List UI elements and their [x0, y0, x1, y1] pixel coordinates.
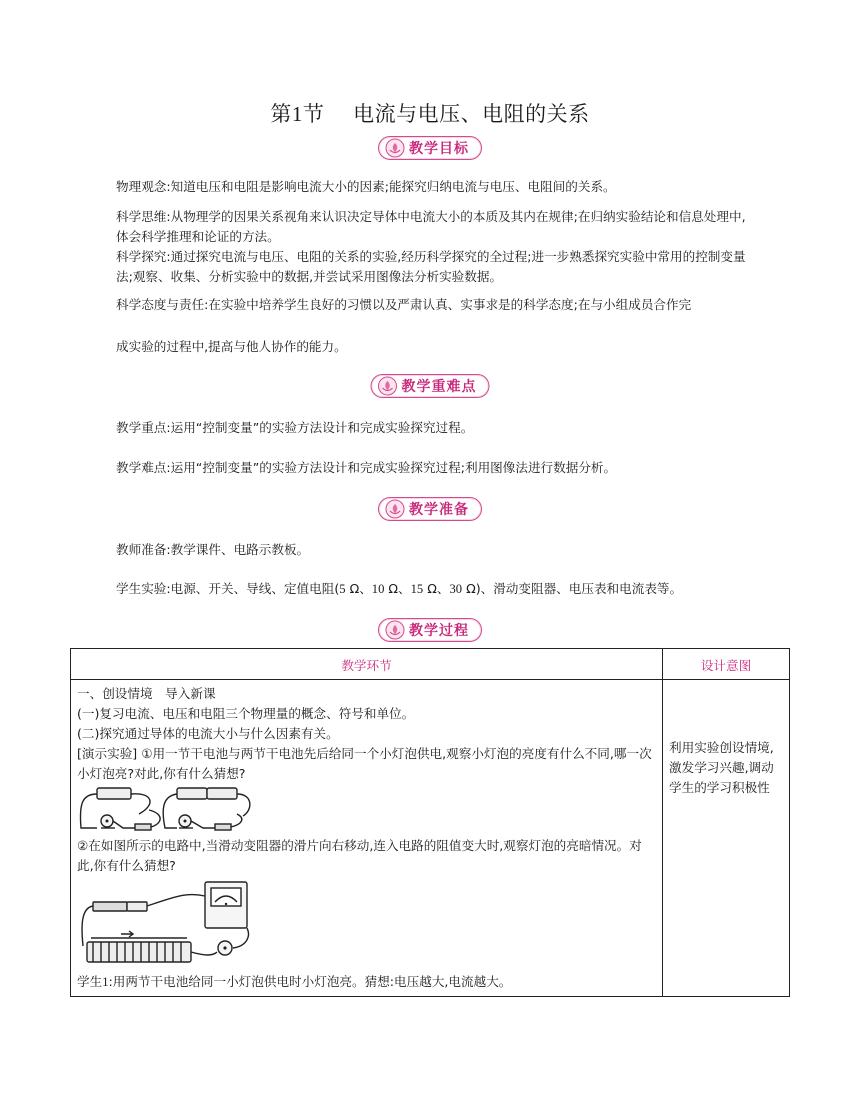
section-badge-objectives — [378, 136, 482, 160]
objective-attitude-line1: 科学态度与责任:在实验中培养学生良好的习惯以及严肃认真、实事求是的科学态度;在与小组成员合作完 — [116, 297, 692, 312]
process-table — [70, 648, 790, 997]
objective-thinking: 科学思维:从物理学的因果关系视角来认识决定导体中电流大小的本质及其内在规律;在归纳实验结论和信息处理中,体会科学推理和论证的方法。 — [116, 209, 746, 244]
section-badge-process — [378, 618, 482, 642]
battery-bulb-circuits-diagram — [77, 784, 317, 834]
page-title: 第1节 电流与电压、电阻的关系 — [270, 102, 590, 126]
step-review: (一)复习电流、电压和电阻三个物理量的概念、符号和单位。 — [77, 706, 415, 721]
table-header-row — [71, 649, 790, 680]
lotus-icon — [385, 138, 405, 158]
section-badge-preparation — [378, 497, 482, 521]
key-focus: 教学重点:运用“控制变量”的实验方法设计和完成实验探究过程。 — [116, 420, 474, 435]
header-design-intent: 设计意图 — [663, 649, 790, 680]
lotus-icon — [378, 376, 398, 396]
rheostat-meter-circuit-diagram — [77, 876, 277, 972]
design-intent-text: 利用实验创设情境,激发学习兴趣,调动学生的学习积极性 — [669, 740, 774, 795]
badge-label: 教学准备 — [409, 502, 469, 518]
lotus-icon — [385, 620, 405, 640]
demo-experiment-2: ②在如图所示的电路中,当滑动变阻器的滑片向右移动,连入电路的阻值变大时,观察灯泡的亮暗情况。对此,你有什么猜想? — [77, 838, 642, 873]
demo-experiment-1: [演示实验] ①用一节干电池与两节干电池先后给同一个小灯泡供电,观察小灯泡的亮度有什么不同,哪一次小灯泡亮?对此,你有什么猜想? — [77, 746, 652, 781]
objective-attitude-line2: 成实验的过程中,提高与他人协作的能力。 — [116, 339, 347, 354]
step-explore: (二)探究通过导体的电流大小与什么因素有关。 — [77, 726, 339, 741]
objective-concept: 物理观念:知道电压和电阻是影响电流大小的因素;能探究归纳电流与电压、电阻间的关系。 — [116, 179, 616, 194]
section-badge-key-points — [371, 374, 490, 398]
badge-label: 教学目标 — [409, 141, 469, 157]
prep-teacher: 教师准备:教学课件、电路示教板。 — [116, 542, 310, 557]
teaching-step-cell — [71, 680, 663, 997]
table-row — [71, 680, 790, 997]
header-teaching-step: 教学环节 — [71, 649, 663, 680]
badge-label: 教学重难点 — [401, 379, 477, 395]
objective-inquiry: 科学探究:通过探究电流与电压、电阻的关系的实验,经历科学探究的全过程;进一步熟悉探究实验中常用的控制变量法;观察、收集、分析实验中的数据,并尝试采用图像法分析实验数据。 — [116, 249, 746, 284]
prep-student: 学生实验:电源、开关、导线、定值电阻(5 Ω、10 Ω、15 Ω、30 Ω)、滑动变阻器、电压表和电流表等。 — [116, 581, 683, 596]
design-intent-cell — [663, 680, 790, 997]
step-heading: 一、创设情境 导入新课 — [77, 686, 216, 701]
badge-label: 教学过程 — [409, 623, 469, 639]
lotus-icon — [385, 499, 405, 519]
key-difficulty: 教学难点:运用“控制变量”的实验方法设计和完成实验探究过程;利用图像法进行数据分析。 — [116, 460, 617, 475]
student1-answer: 学生1:用两节干电池给同一小灯泡供电时小灯泡亮。猜想:电压越大,电流越大。 — [77, 974, 512, 989]
